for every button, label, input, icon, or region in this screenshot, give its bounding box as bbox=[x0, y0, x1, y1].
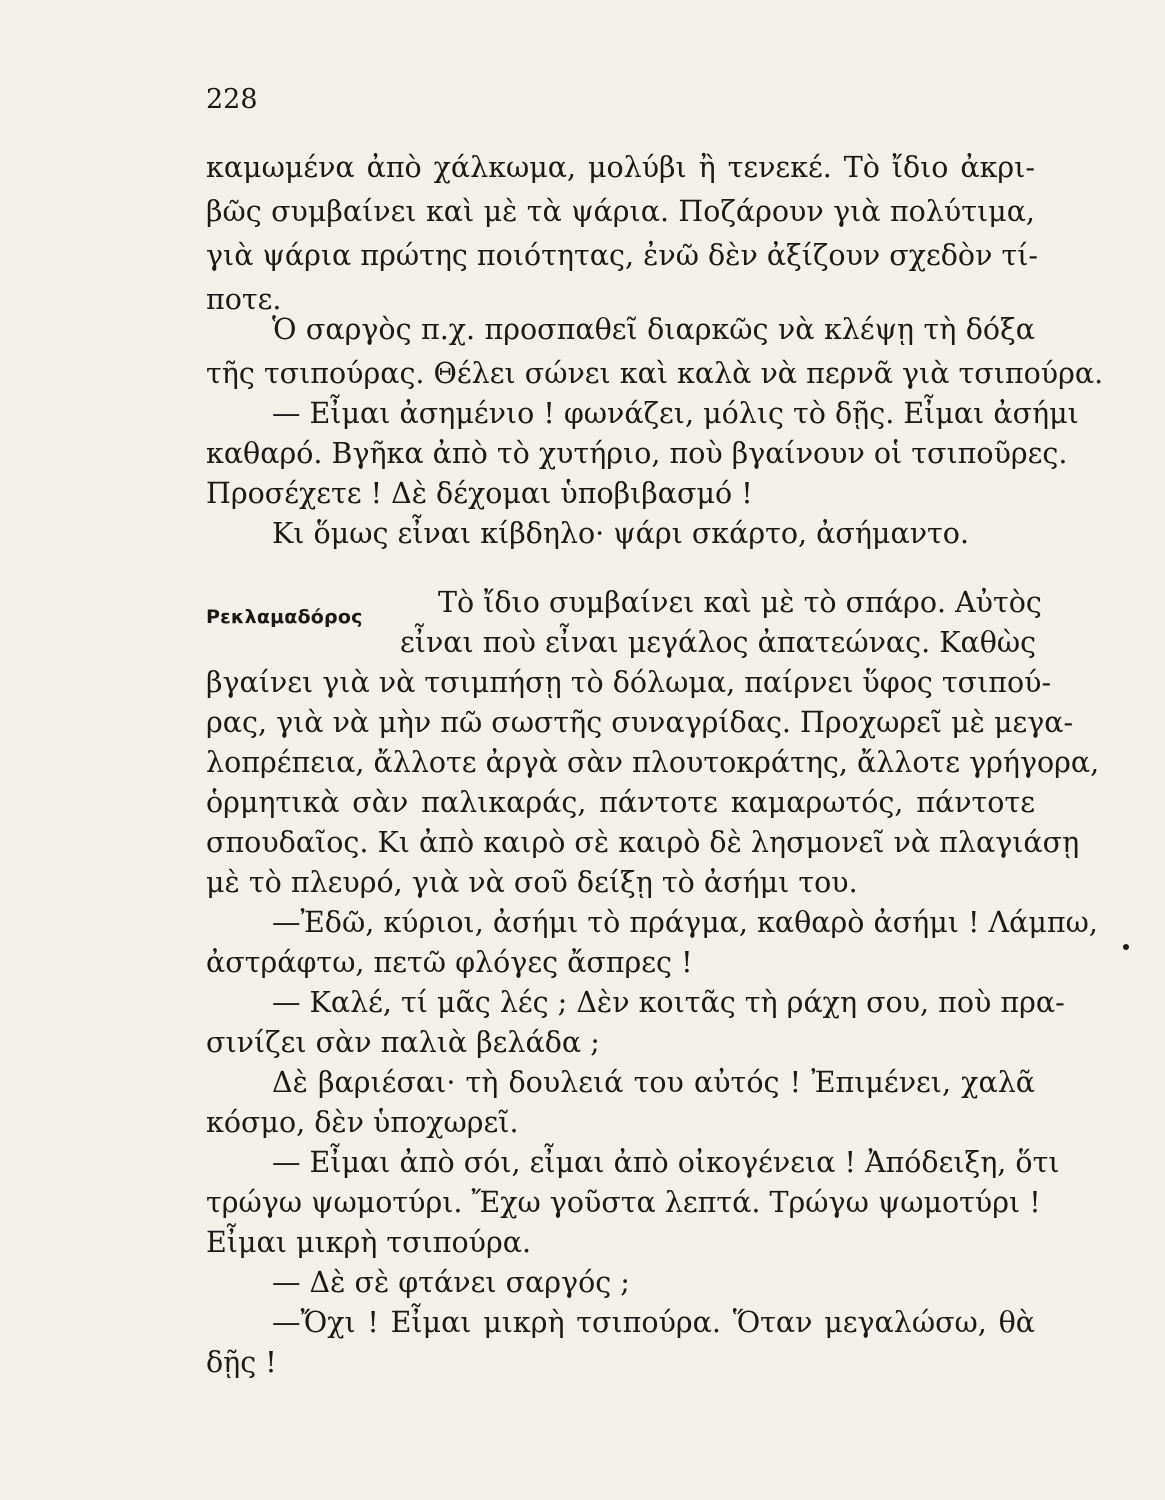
text-line: κόσμο, δὲν ὑποχωρεῖ. bbox=[206, 1106, 519, 1139]
page-number: 228 bbox=[206, 84, 258, 115]
text-line: ὁρμητικὰ σὰν παλικαράς, πάντοτε καμαρωτός, πάντοτε bbox=[206, 786, 1035, 819]
text-line: ἀστράφτω, πετῶ φλόγες ἄσπρες ! bbox=[206, 946, 693, 979]
text-line: —Ὄχι ! Εἶμαι μικρὴ τσιπούρα. Ὅταν μεγαλώσω, θὰ bbox=[272, 1306, 1035, 1339]
text-line: ποτε. bbox=[206, 283, 282, 316]
text-line: ρας, γιὰ νὰ μὴν πῶ σωστῆς συναγρίδας. Προχωρεῖ μὲ μεγα- bbox=[206, 706, 1074, 739]
ink-speck bbox=[1123, 944, 1129, 950]
text-line: μὲ τὸ πλευρό, γιὰ νὰ σοῦ δείξῃ τὸ ἀσήμι του. bbox=[206, 866, 858, 899]
text-line: Προσέχετε ! Δὲ δέχομαι ὑποβιβασμό ! bbox=[206, 477, 753, 510]
text-line: Δὲ βαριέσαι· τὴ δουλειά του αὐτός ! Ἐπιμένει, χαλᾶ bbox=[272, 1066, 1035, 1099]
text-line: καθαρό. Βγῆκα ἀπὸ τὸ χυτήριο, ποὺ βγαίνουν οἱ τσιποῦρες. bbox=[206, 437, 1068, 470]
text-line: λοπρέπεια, ἄλλοτε ἀργὰ σὰν πλουτοκράτης, ἄλλοτε γρήγορα, bbox=[206, 746, 1100, 779]
text-line: — Δὲ σὲ φτάνει σαργός ; bbox=[272, 1266, 630, 1299]
text-line: Κι ὅμως εἶναι κίβδηλο· ψάρι σκάρτο, ἀσήμαντο. bbox=[272, 517, 969, 550]
text-line: βγαίνει γιὰ νὰ τσιμπήσῃ τὸ δόλωμα, παίρνει ὕφος τσιπού- bbox=[206, 666, 1052, 699]
text-line: Τὸ ἴδιο συμβαίνει καὶ μὲ τὸ σπάρο. Αὐτὸς bbox=[438, 586, 1042, 619]
margin-heading: Ρεκλαμαδόρος bbox=[206, 606, 363, 628]
text-line: γιὰ ψάρια πρώτης ποιότητας, ἐνῶ δὲν ἀξίζουν σχεδὸν τί- bbox=[206, 239, 1039, 272]
text-line: τρώγω ψωμοτύρι. Ἔχω γοῦστα λεπτά. Τρώγω ψωμοτύρι ! bbox=[206, 1186, 1041, 1219]
text-line: τῆς τσιπούρας. Θέλει σώνει καὶ καλὰ νὰ περνᾶ γιὰ τσιπούρα. bbox=[206, 357, 1104, 390]
text-line: σπουδαῖος. Κι ἀπὸ καιρὸ σὲ καιρὸ δὲ λησμονεῖ νὰ πλαγιάσῃ bbox=[206, 826, 1080, 859]
text-line: —Ἐδῶ, κύριοι, ἀσήμι τὸ πράγμα, καθαρὸ ἀσήμι ! Λάμπω, bbox=[272, 906, 1098, 939]
text-line: — Εἶμαι ἀπὸ σόι, εἶμαι ἀπὸ οἰκογένεια ! Ἀπόδειξη, ὅτι bbox=[272, 1146, 1060, 1179]
text-line: σινίζει σὰν παλιὰ βελάδα ; bbox=[206, 1026, 600, 1059]
text-line: δῇς ! bbox=[206, 1346, 277, 1379]
text-line: — Καλέ, τί μᾶς λές ; Δὲν κοιτᾶς τὴ ράχη σου, ποὺ πρα- bbox=[272, 986, 1065, 1019]
text-line: — Εἶμαι ἀσημένιο ! φωνάζει, μόλις τὸ δῇς. Εἶμαι ἀσήμι bbox=[272, 397, 1079, 430]
text-line: Ὁ σαργὸς π.χ. προσπαθεῖ διαρκῶς νὰ κλέψῃ τὴ δόξα bbox=[272, 313, 1035, 346]
text-line: καμωμένα ἀπὸ χάλκωμα, μολύβι ἢ τενεκέ. Τὸ ἴδιο ἀκρι- bbox=[206, 151, 1035, 184]
text-line: εἶναι ποὺ εἶναι μεγάλος ἀπατεώνας. Καθὼς bbox=[400, 626, 1037, 659]
text-line: βῶς συμβαίνει καὶ μὲ τὰ ψάρια. Ποζάρουν γιὰ πολύτιμα, bbox=[206, 195, 1035, 228]
text-line: Εἶμαι μικρὴ τσιπούρα. bbox=[206, 1226, 532, 1259]
